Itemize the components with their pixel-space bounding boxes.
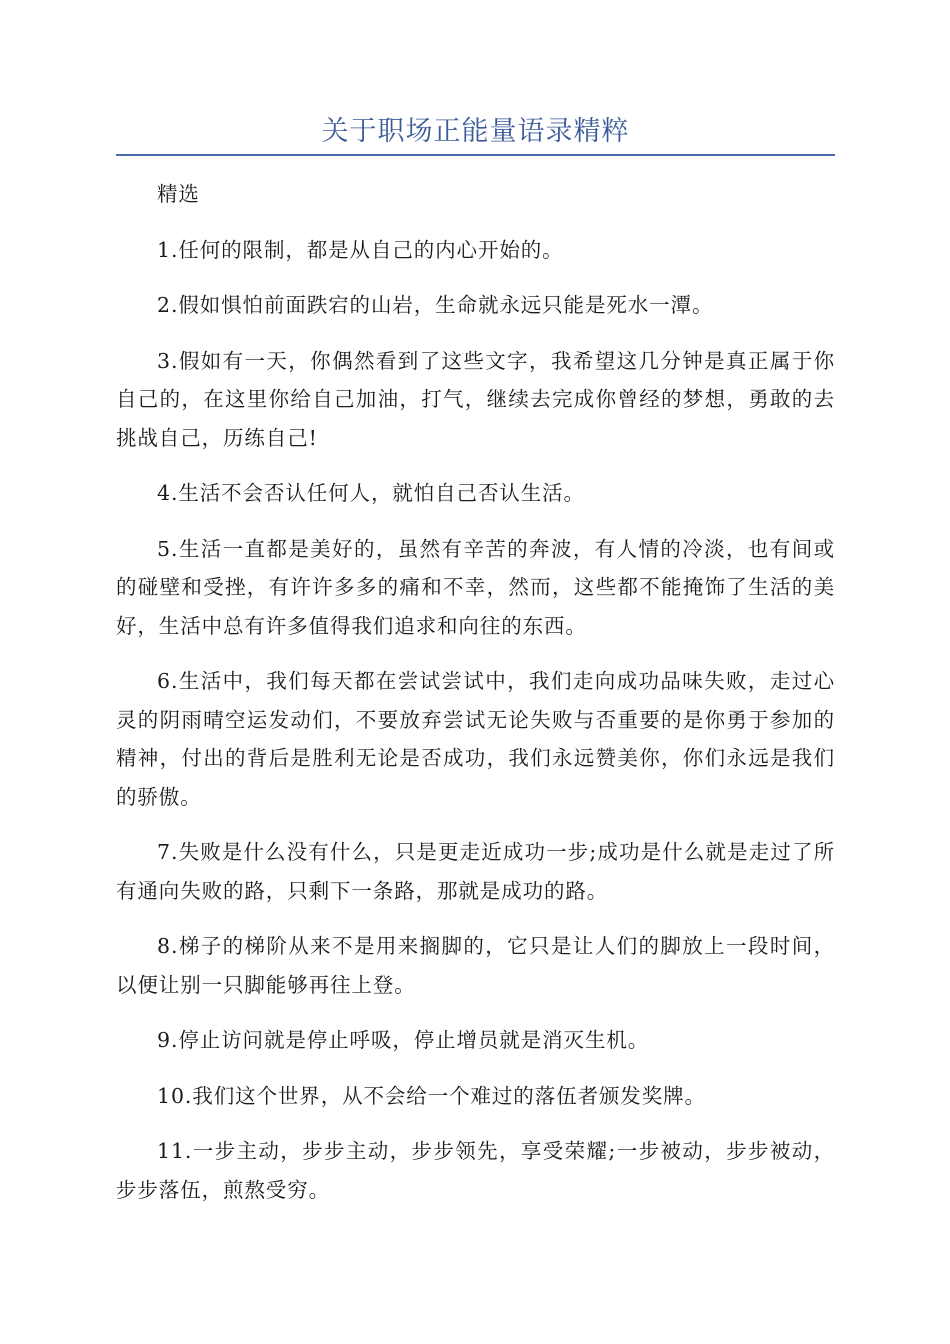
intro-paragraph: 精选: [157, 182, 200, 206]
quote-paragraph-4: 4.生活不会否认任何人，就怕自己否认生活。: [157, 481, 585, 505]
quote-paragraph-1: 1.任何的限制，都是从自己的内心开始的。: [157, 237, 564, 262]
quote-paragraph-8: 8.梯子的梯阶从来不是用来搁脚的，它只是让人们的脚放上一段时间，以便让别一只脚能够再往上登。: [116, 934, 835, 997]
page-title: 关于职场正能量语录精粹: [321, 116, 630, 147]
quote-paragraph-6: 6.生活中，我们每天都在尝试尝试中，我们走向成功品味失败，走过心灵的阴雨晴空运发动们，不要放弃尝试无论失败与否重要的是你勇于参加的精神，付出的背后是胜利无论是否成功，我们永远赞美你，你们永远是我们的骄傲。: [116, 669, 835, 809]
quote-paragraph-3: 3.假如有一天，你偶然看到了这些文字，我希望这几分钟是真正属于你自己的，在这里你给自己加油，打气，继续去完成你曾经的梦想，勇敢的去挑战自己，历练自己!: [116, 348, 835, 450]
quote-paragraph-5: 5.生活一直都是美好的，虽然有辛苦的奔波，有人情的冷淡，也有间或的碰壁和受挫，有许许多多的痛和不幸，然而，这些都不能掩饰了生活的美好，生活中总有许多值得我们追求和向往的东西。: [116, 536, 835, 638]
quote-paragraph-9: 9.停止访问就是停止呼吸，停止增员就是消灭生机。: [157, 1028, 650, 1052]
document-body: [116, 175, 835, 1226]
quote-paragraph-11: 11.一步主动，步步主动，步步领先，享受荣耀;一步被动，步步被动，步步落伍，煎熬受穷。: [116, 1139, 835, 1202]
quote-paragraph-2: 2.假如惧怕前面跌宕的山岩，生命就永远只能是死水一潭。: [157, 293, 714, 317]
quote-paragraph-10: 10.我们这个世界，从不会给一个难过的落伍者颁发奖牌。: [157, 1083, 706, 1108]
quote-paragraph-7: 7.失败是什么没有什么，只是更走近成功一步;成功是什么就是走过了所有通向失败的路，只剩下一条路，那就是成功的路。: [116, 840, 835, 903]
title-underline: [116, 154, 835, 156]
